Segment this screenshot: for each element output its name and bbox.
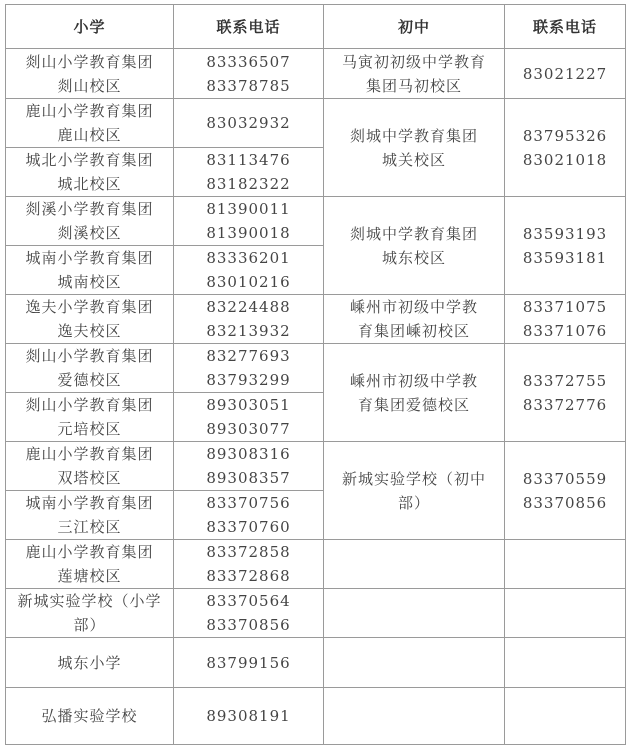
school-name: 剡溪小学教育集团 剡溪校区 (6, 197, 174, 246)
school-name: 城东小学 (6, 638, 174, 688)
school-phone: 81390011 81390018 (174, 197, 324, 246)
empty-cell (505, 589, 626, 638)
school-phone: 89308316 89308357 (174, 442, 324, 491)
school-name: 城南小学教育集团 城南校区 (6, 246, 174, 295)
school-phone: 83370564 83370856 (174, 589, 324, 638)
school-name: 城北小学教育集团 城北校区 (6, 148, 174, 197)
school-name: 新城实验学校（小学 部） (6, 589, 174, 638)
school-phone: 89303051 89303077 (174, 393, 324, 442)
school-phone: 83336507 83378785 (174, 49, 324, 99)
school-name: 新城实验学校（初中 部） (324, 442, 505, 540)
school-name: 城南小学教育集团 三江校区 (6, 491, 174, 540)
school-phone: 83021227 (505, 49, 626, 99)
school-phone: 83336201 83010216 (174, 246, 324, 295)
school-phone: 83593193 83593181 (505, 197, 626, 295)
middle-school-panel (323, 4, 625, 745)
empty-cell (505, 540, 626, 589)
school-name: 剡山小学教育集团 剡山校区 (6, 49, 174, 99)
empty-cell (324, 540, 505, 589)
school-phone: 83372858 83372868 (174, 540, 324, 589)
school-phone: 89308191 (174, 688, 324, 745)
school-name: 弘播实验学校 (6, 688, 174, 745)
school-name: 剡山小学教育集团 爱德校区 (6, 344, 174, 393)
school-phone: 83277693 83793299 (174, 344, 324, 393)
school-phone: 83799156 (174, 638, 324, 688)
school-phone: 83370559 83370856 (505, 442, 626, 540)
middle-header-phone: 联系电话 (505, 5, 626, 49)
empty-cell (505, 638, 626, 688)
school-name: 鹿山小学教育集团 鹿山校区 (6, 99, 174, 148)
school-phone: 83372755 83372776 (505, 344, 626, 442)
school-name: 马寅初初级中学教育 集团马初校区 (324, 49, 505, 99)
school-phone: 83032932 (174, 99, 324, 148)
school-name: 嵊州市初级中学教 育集团嵊初校区 (324, 295, 505, 344)
school-name: 嵊州市初级中学教 育集团爱德校区 (324, 344, 505, 442)
primary-school-panel (5, 4, 323, 745)
empty-cell (324, 638, 505, 688)
empty-cell (324, 589, 505, 638)
empty-cell (505, 688, 626, 745)
school-contact-table (5, 4, 625, 745)
school-name: 剡山小学教育集团 元培校区 (6, 393, 174, 442)
school-name: 鹿山小学教育集团 双塔校区 (6, 442, 174, 491)
primary-header-name: 小学 (6, 5, 174, 49)
school-phone: 83371075 83371076 (505, 295, 626, 344)
school-phone: 83224488 83213932 (174, 295, 324, 344)
school-phone: 83795326 83021018 (505, 99, 626, 197)
school-name: 鹿山小学教育集团 莲塘校区 (6, 540, 174, 589)
school-phone: 83370756 83370760 (174, 491, 324, 540)
middle-header-name: 初中 (324, 5, 505, 49)
school-phone: 83113476 83182322 (174, 148, 324, 197)
school-name: 剡城中学教育集团 城东校区 (324, 197, 505, 295)
school-name: 逸夫小学教育集团 逸夫校区 (6, 295, 174, 344)
empty-cell (324, 688, 505, 745)
school-name: 剡城中学教育集团 城关校区 (324, 99, 505, 197)
primary-header-phone: 联系电话 (174, 5, 324, 49)
